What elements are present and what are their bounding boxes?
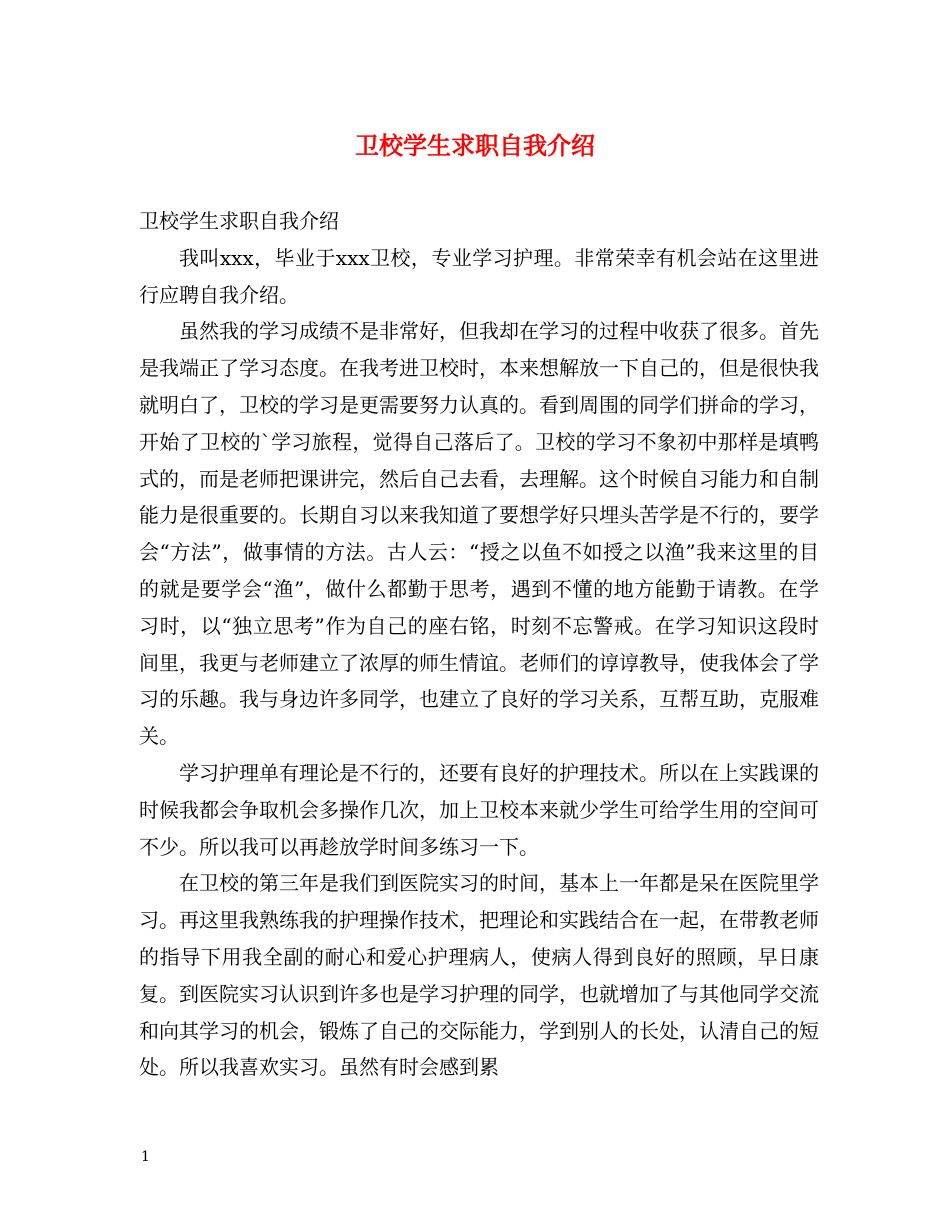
page-number: 1 [141,1149,150,1165]
document-body [139,203,819,1086]
paragraph-internship: 在卫校的第三年是我们到医院实习的时间，基本上一年都是呆在医院里学习。再这里我熟练我的护理操作技术，把理论和实践结合在一起，在带教老师的指导下用我全副的耐心和爱心护理病人，使病人得到良好的照顾，早日康复。到医院实习认识到许多也是学习护理的同学，也就增加了与其他同学交流和向其学习的机会，锻炼了自己的交际能力，学到别人的长处，认清自己的短处。所以我喜欢实习。虽然有时会感到累 [139,871,819,1080]
paragraph-intro: 我叫xxx，毕业于xxx卫校，专业学习护理。非常荣幸有机会站在这里进行应聘自我介绍。 [139,245,819,307]
paragraph-study: 虽然我的学习成绩不是非常好，但我却在学习的过程中收获了很多。首先是我端正了学习态度。在我考进卫校时，本来想解放一下自己的，但是很快我就明白了，卫校的学习是更需要努力认真的。看到周围的同学们拼命的学习，开始了卫校的`学习旅程，觉得自己落后了。卫校的学习不象初中那样是填鸭式的，而是老师把课讲完，然后自己去看，去理解。这个时候自习能力和自制能力是很重要的。长期自习以来我知道了要想学好只埋头苦学是不行的，要学会“方法”，做事情的方法。古人云：“授之以鱼不如授之以渔”我来这里的目的就是要学会“渔”，做什么都勤于思考，遇到不懂的地方能勤于请教。在学习时，以“独立思考”作为自己的座右铭，时刻不忘警戒。在学习知识这段时间里，我更与老师建立了浓厚的师生情谊。老师们的谆谆教导，使我体会了学习的乐趣。我与身边许多同学，也建立了良好的学习关系，互帮互助，克服难关。 [139,319,819,749]
document-subtitle: 卫校学生求职自我介绍 [139,209,339,233]
document-title: 卫校学生求职自我介绍 [355,131,595,160]
paragraph-practice: 学习护理单有理论是不行的，还要有良好的护理技术。所以在上实践课的时候我都会争取机会多操作几次，加上卫校本来就少学生可给学生用的空间可不少。所以我可以再趁放学时间多练习一下。 [139,760,819,859]
